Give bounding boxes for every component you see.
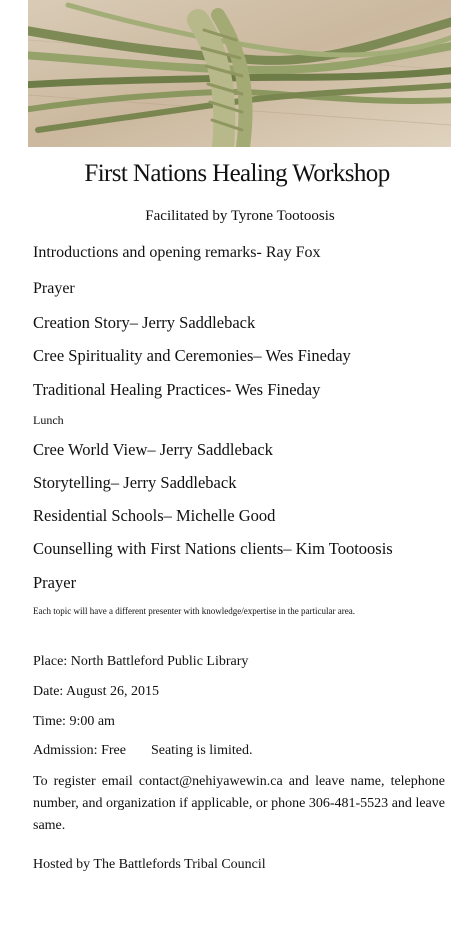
facilitator-subtitle: Facilitated by Tyrone Tootoosis bbox=[145, 208, 335, 224]
time-line: Time: 9:00 am bbox=[33, 714, 115, 729]
schedule-item: Counselling with First Nations clients– Kim Tootoosis bbox=[33, 539, 393, 558]
hosted-by: Hosted by The Battlefords Tribal Council bbox=[33, 857, 266, 872]
schedule-item: Cree Spirituality and Ceremonies– Wes Fineday bbox=[33, 346, 351, 365]
registration-info: To register email contact@nehiyawewin.ca and leave name, telephone number, and organization if applicable, or phone 306-481-5523 and leave same. bbox=[33, 774, 445, 833]
schedule-item: Residential Schools– Michelle Good bbox=[33, 506, 276, 525]
page-title: First Nations Healing Workshop bbox=[84, 160, 390, 187]
schedule-item: Traditional Healing Practices- Wes Fineday bbox=[33, 380, 321, 399]
schedule-item: Prayer bbox=[33, 573, 77, 592]
admission-line bbox=[33, 743, 252, 759]
schedule-item: Introductions and opening remarks- Ray Fox bbox=[33, 244, 321, 261]
sweetgrass-banner-image bbox=[28, 0, 451, 147]
place-line: Place: North Battleford Public Library bbox=[33, 654, 249, 669]
schedule-item: Creation Story– Jerry Saddleback bbox=[33, 313, 256, 332]
seating-text: Seating is limited. bbox=[150, 743, 253, 758]
schedule-item-lunch: Lunch bbox=[33, 413, 64, 427]
schedule-item: Storytelling– Jerry Saddleback bbox=[33, 473, 237, 492]
schedule-item: Cree World View– Jerry Saddleback bbox=[33, 440, 273, 459]
presenter-note: Each topic will have a different presenter with knowledge/expertise in the particular area. bbox=[33, 606, 355, 616]
schedule-item: Prayer bbox=[33, 280, 75, 297]
admission-text: Admission: Free bbox=[33, 743, 126, 758]
date-line: Date: August 26, 2015 bbox=[33, 684, 159, 699]
